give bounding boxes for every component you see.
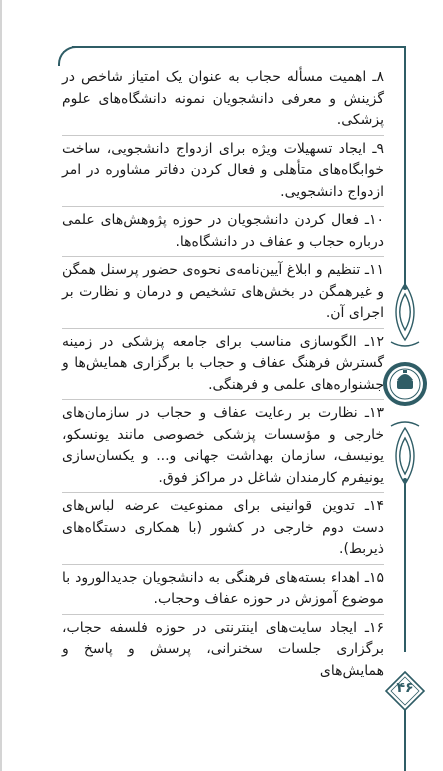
item-divider: [62, 564, 384, 565]
list-item-12: ۱۲ـ الگوسازی مناسب برای جامعه پزشکی در زمینه گسترش فرهنگ عفاف و حجاب با برگزاری همایش‌ها و جشنواره‌های علمی و فرهنگی.: [62, 333, 384, 393]
list-item-14: ۱۴ـ تدوین قوانینی برای ممنوعیت عرضه لباس‌های دست دوم خارجی در کشور (با همکاری دستگاه‌های ذیربط).: [62, 498, 384, 557]
list-item-15: ۱۵ـ اهداء بسته‌های فرهنگی به دانشجویان جدیدالورود با موضوع آموزش در حوزه عفاف وحجاب.: [62, 569, 384, 607]
item-divider: [62, 206, 384, 207]
frame-corner: [58, 46, 78, 66]
list-item-9: ۹ـ ایجاد تسهیلات ویژه برای ازدواج دانشجویی، ساخت خوابگاه‌های متأهلی و فعال کردن دفاتر مشاوره در امر ازدواج دانشجویی.: [62, 140, 384, 200]
list-item-13: ۱۳ـ نظارت بر رعایت عفاف و حجاب در سازمان‌های خارجی و مؤسسات پزشکی خصوصی مانند یونسکو، یونیسف، سازمان بهداشت جهانی و... و یکسان‌سازی یونیفرم کارمندان شاغل در مراکز فوق.: [62, 405, 384, 486]
body-text: [62, 67, 384, 685]
item-divider: [62, 614, 384, 615]
item-divider: [62, 256, 384, 257]
frame-right-line-bottom: [404, 710, 406, 771]
list-item-8: ۸ـ اهمیت مسأله حجاب به عنوان یک امتیاز شاخص در گزینش و معرفی دانشجویان نمونه دانشگاه‌های علوم پزشکی.: [62, 69, 384, 128]
item-divider: [62, 135, 384, 136]
item-divider: [62, 328, 384, 329]
page-number: ۴۶: [396, 680, 414, 696]
item-divider: [62, 492, 384, 493]
list-item-11: ۱۱ـ تنظیم و ابلاغ آیین‌نامه‌ی نحوه‌ی حضور پرسنل همگن و غیرهمگن در بخش‌های تشخیص و درمان و نظارت بر اجرای آن.: [62, 262, 384, 321]
frame-top-line: [72, 46, 405, 48]
item-divider: [62, 399, 384, 400]
frame-right-line: [404, 46, 406, 286]
list-item-10: ۱۰ـ فعال کردن دانشجویان در حوزه پژوهش‌های علمی درباره حجاب و عفاف در دانشگاه‌ها.: [62, 212, 384, 250]
ornament-medallion: [381, 282, 429, 486]
page-edge: [0, 0, 2, 771]
frame-right-line-lower: [404, 482, 406, 652]
list-item-16: ۱۶ـ ایجاد سایت‌های اینترنتی در حوزه فلسفه حجاب، برگزاری جلسات سخنرانی، پرسش و پاسخ و همایش‌های: [62, 619, 384, 679]
